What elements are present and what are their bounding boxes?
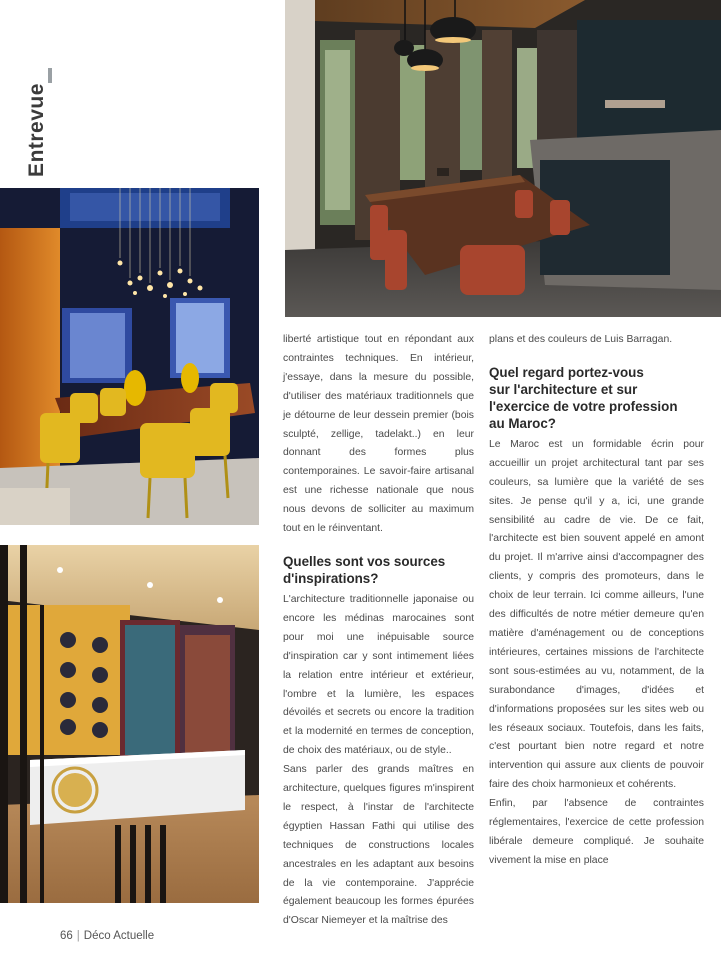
question-heading-line: Quelles sont vos sources	[283, 553, 446, 569]
section-label-text: Entrevue	[25, 83, 48, 177]
photo-dining-room-wood-table	[285, 0, 721, 317]
section-label	[18, 60, 58, 190]
page-number: 66	[60, 930, 73, 942]
photo-boutique-interior-illustration	[0, 545, 259, 903]
question-heading-line: d'inspirations?	[283, 570, 379, 586]
page-footer	[60, 930, 154, 942]
photo-dining-room-chandelier-illustration	[0, 188, 259, 525]
section-label-bar	[48, 68, 52, 83]
article-column-middle	[283, 331, 474, 931]
footer-separator: |	[76, 930, 80, 942]
photo-dining-room-chandelier	[0, 188, 259, 525]
paragraph: Enfin, par l'absence de contraintes réglementaires, l'exercice de cette profession libérale demeure compliqué. Je souhaite vivement la mise en place	[489, 798, 704, 866]
question-heading-line: l'exercice de votre profession	[489, 398, 678, 414]
paragraph: L'architecture traditionnelle japonaise ou encore les médinas marocaines sont pour moi une inépuisable source d'inspiration car y sont intimement liées la relation entre intérieur et extérieur, l'ombre et la lumière, les espaces dévoilés et secrets ou encore la tradition et la modernité en termes de conception, de choix des matériaux, ou de style..	[283, 593, 474, 757]
paragraph: liberté artistique tout en répondant aux contraintes techniques. En intérieur, j'essaye, dans la mesure du possible, d'utiliser des matériaux traditionnels que je détourne de leur dessein premier (bois sculpté, zellige, tadelakt..) en leur donnant des formes plus contemporaines. Le savoir-faire artisanal est une richesse nationale que nous nous devons de solliciter au maximum tout en le réinventant.	[283, 334, 474, 535]
question-heading-inspirations	[283, 553, 474, 587]
photo-dining-room-wood-table-illustration	[285, 0, 721, 317]
article-column-right	[489, 331, 704, 871]
question-heading-line: au Maroc?	[489, 415, 556, 431]
question-heading-line: sur l'architecture et sur	[489, 381, 638, 397]
paragraph: plans et des couleurs de Luis Barragan.	[489, 334, 673, 345]
paragraph: Sans parler des grands maîtres en architecture, quelques figures m'inspirent le respect, à l'instar de l'architecte égyptien Hassan Fathi qui utilise des techniques de constructions locales ancestrales en les adaptant aux besoins de la vie contemporaine. J'apprécie également beaucoup les formes épurées d'Oscar Niemeyer et la maîtrise des	[283, 764, 474, 927]
question-heading-architecture-maroc	[489, 364, 704, 432]
magazine-name: Déco Actuelle	[83, 930, 155, 942]
paragraph: Le Maroc est un formidable écrin pour accueillir un projet architectural tant par ses couleurs, sa lumière que la variété de ses sites. Je pense qu'il y a, ici, une grande sensibilité au cadre de vie. De ce fait, l'architecte est bien souvent appelé en amont du projet. Il m'arrive ainsi d'accompagner des clients, y compris des promoteurs, dans le choix de leur terrain. Ici comme ailleurs, l'une des difficultés de notre métier demeure qu'en matière d'aménagement ou de conceptions intérieures, certaines missions de l'architecte sont sous-estimées au vu, notamment, de la surabondance d'images, d'idées et d'informations proposées sur les sites web ou les réseaux sociaux. Toutefois, dans les faits, c'est pourtant bien notre regard et notre intervention qui assure aux clients de pouvoir faire des choix harmonieux et cohérents.	[489, 438, 704, 791]
photo-boutique-interior	[0, 545, 259, 903]
question-heading-line: Quel regard portez-vous	[489, 364, 644, 380]
